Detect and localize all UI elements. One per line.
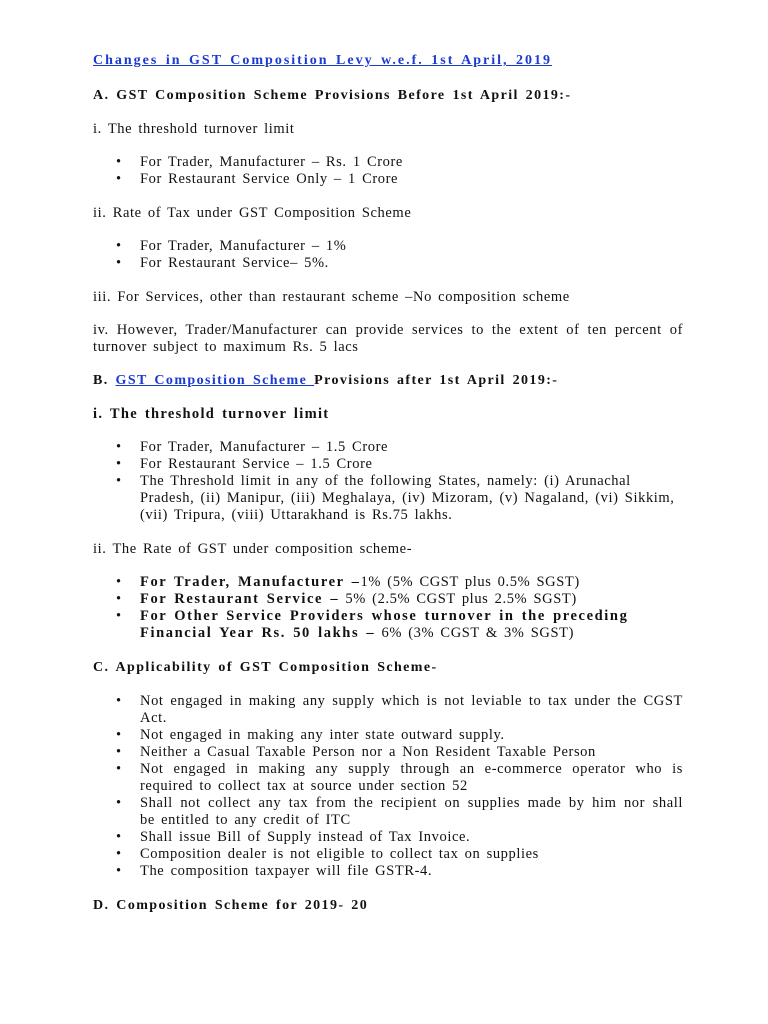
list-item: • Not engaged in making any supply through an e-commerce operator who is required to collect tax at source under section 52: [140, 761, 683, 795]
section-b-heading: [93, 372, 683, 389]
section-c-heading: C. Applicability of GST Composition Scheme-: [93, 660, 438, 675]
list-item: • For Restaurant Service – 1.5 Crore: [140, 456, 683, 473]
section-b-rate-title: ii. The Rate of GST under composition scheme-: [93, 541, 413, 557]
document-page: [93, 52, 683, 931]
section-b-threshold-list: [93, 439, 683, 524]
list-item: • Composition dealer is not eligible to collect tax on supplies: [140, 846, 683, 863]
list-item: [140, 608, 683, 642]
list-item: • Not engaged in making any inter state outward supply.: [140, 727, 683, 744]
document-title-link[interactable]: Changes in GST Composition Levy w.e.f. 1st April, 2019: [93, 53, 553, 68]
list-item: • Shall not collect any tax from the recipient on supplies made by him nor shall be entitled to any credit of ITC: [140, 795, 683, 829]
list-item: • For Trader, Manufacturer – 1.5 Crore: [140, 439, 683, 456]
section-a-services-note: iii. For Services, other than restaurant scheme –No composition scheme: [93, 289, 570, 305]
list-item: • For Trader, Manufacturer – Rs. 1 Crore: [140, 154, 683, 171]
list-item: • Not engaged in making any supply which is not leviable to tax under the CGST Act.: [140, 693, 683, 727]
list-item: • Neither a Casual Taxable Person nor a Non Resident Taxable Person: [140, 744, 683, 761]
rate-item-value: 5% (2.5% CGST plus 2.5% SGST): [339, 591, 577, 607]
rate-item-label: For Other Service Providers whose turnover in the preceding Financial Year Rs. 50 lakhs –: [140, 608, 629, 641]
section-d-heading: D. Composition Scheme for 2019- 20: [93, 898, 369, 913]
section-a-heading: A. GST Composition Scheme Provisions Before 1st April 2019:-: [93, 88, 572, 103]
section-a-rate-list: [93, 238, 683, 272]
section-b-rate-list: [93, 574, 683, 642]
gst-composition-scheme-link[interactable]: GST Composition Scheme: [115, 373, 315, 388]
section-a-services-limit-note: iv. However, Trader/Manufacturer can provide services to the extent of ten percent of turnover subject to maximum Rs. 5 lacs: [93, 322, 683, 355]
rate-item-value: 6% (3% CGST & 3% SGST): [375, 625, 574, 641]
rate-item-label: For Restaurant Service –: [140, 591, 340, 607]
rate-item-label: For Trader, Manufacturer –: [140, 574, 361, 590]
section-c-list: [93, 693, 683, 880]
list-item: • The Threshold limit in any of the following States, namely: (i) Arunachal Pradesh, (ii) Manipur, (iii) Meghalaya, (iv) Mizoram, (v) Nagaland, (vi) Sikkim, (vii) Tripura, (viii) Uttarakhand is Rs.75 lakhs.: [140, 473, 683, 524]
list-item: • For Trader, Manufacturer – 1%: [140, 238, 683, 255]
section-b-heading-prefix: B.: [93, 373, 116, 388]
list-item: • Shall issue Bill of Supply instead of Tax Invoice.: [140, 829, 683, 846]
section-a-threshold-list: [93, 154, 683, 188]
section-b-heading-suffix: Provisions after 1st April 2019:-: [314, 373, 559, 388]
section-a-threshold-title: i. The threshold turnover limit: [93, 121, 295, 137]
list-item: • For Restaurant Service Only – 1 Crore: [140, 171, 683, 188]
list-item: [140, 591, 683, 608]
section-a-rate-title: ii. Rate of Tax under GST Composition Scheme: [93, 205, 412, 221]
list-item: • The composition taxpayer will file GSTR-4.: [140, 863, 683, 880]
section-b-threshold-title: i. The threshold turnover limit: [93, 406, 330, 422]
rate-item-value: 1% (5% CGST plus 0.5% SGST): [360, 574, 580, 590]
list-item: • For Restaurant Service– 5%.: [140, 255, 683, 272]
list-item: [140, 574, 683, 591]
